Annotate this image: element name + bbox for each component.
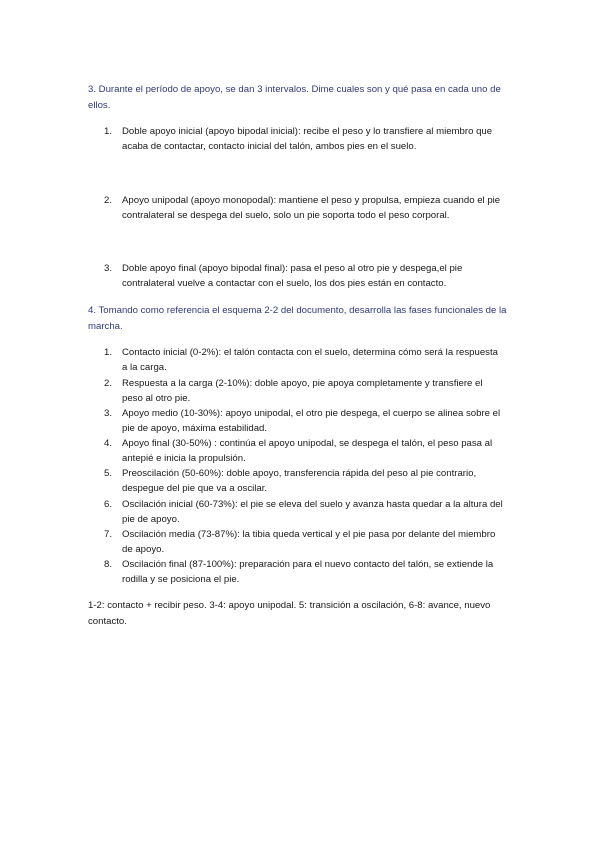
list-item bbox=[104, 557, 504, 587]
list-item-number: 8. bbox=[104, 559, 113, 570]
list-item-text: Preoscilación (50-60%): doble apoyo, transferencia rápida del peso al pie contrario, despegue del pie que va a oscilar. bbox=[122, 468, 477, 494]
list-item bbox=[104, 193, 504, 223]
list-item-text: Oscilación media (73-87%): la tibia queda vertical y el pie pasa por delante del miembro de apoyo. bbox=[122, 529, 496, 555]
list-item-number: 2. bbox=[104, 195, 113, 206]
list-item-number: 7. bbox=[104, 529, 113, 540]
list-item bbox=[104, 124, 504, 154]
list-item-text: Contacto inicial (0-2%): el talón contacta con el suelo, determina cómo será la respuesta a la carga. bbox=[122, 347, 498, 373]
list-item-number: 4. bbox=[104, 438, 113, 449]
list-item-text: Apoyo final (30-50%) : continúa el apoyo unipodal, se despega el talón, el peso pasa al antepié e inicia la propulsión. bbox=[122, 438, 493, 464]
list-item-text: Doble apoyo final (apoyo bipodal final): pasa el peso al otro pie y despega,el pie contralateral vuelve a contactar con el suelo, los dos pies están en contacto. bbox=[122, 263, 463, 289]
list-item-text: Apoyo unipodal (apoyo monopodal): mantiene el peso y propulsa, empieza cuando el pie contralateral se despega del suelo, solo un pie soporta todo el peso corporal. bbox=[122, 195, 501, 221]
list-item-number: 1. bbox=[104, 347, 113, 358]
summary-paragraph: 1-2: contacto + recibir peso. 3-4: apoyo unipodal. 5: transición a oscilación, 6-8: avance, nuevo contacto. bbox=[88, 600, 491, 627]
list-item bbox=[104, 497, 504, 527]
list-item-number: 3. bbox=[104, 263, 113, 274]
list-item bbox=[104, 527, 504, 557]
list-item-number: 2. bbox=[104, 378, 113, 389]
list-item-text: Respuesta a la carga (2-10%): doble apoyo, pie apoya completamente y transfiere el peso al otro pie. bbox=[122, 378, 483, 404]
list-item-text: Doble apoyo inicial (apoyo bipodal inicial): recibe el peso y lo transfiere al miembro que acaba de contactar, contacto inicial del talón, ambos pies en el suelo. bbox=[122, 126, 493, 152]
list-item-number: 5. bbox=[104, 468, 113, 479]
list-item-text: Oscilación inicial (60-73%): el pie se eleva del suelo y avanza hasta quedar a la altura del pie de apoyo. bbox=[122, 499, 503, 525]
list-item bbox=[104, 466, 504, 496]
list-item-number: 6. bbox=[104, 499, 113, 510]
list-item-text: Apoyo medio (10-30%): apoyo unipodal, el otro pie despega, el cuerpo se alinea sobre el pie de apoyo, máxima estabilidad. bbox=[122, 408, 501, 434]
list-item bbox=[104, 345, 504, 375]
list-item bbox=[104, 261, 504, 291]
list-item-number: 1. bbox=[104, 126, 113, 137]
list-item-text: Oscilación final (87-100%): preparación para el nuevo contacto del talón, se extiende la rodilla y se posiciona el pie. bbox=[122, 559, 494, 585]
question-4-heading: 4. Tomando como referencia el esquema 2-2 del documento, desarrolla las fases funcionales de la marcha. bbox=[88, 305, 507, 332]
list-item bbox=[104, 376, 504, 406]
question-3-heading: 3. Durante el período de apoyo, se dan 3 intervalos. Dime cuales son y qué pasa en cada uno de ellos. bbox=[88, 84, 501, 111]
list-item bbox=[104, 406, 504, 436]
list-item-number: 3. bbox=[104, 408, 113, 419]
list-item bbox=[104, 436, 504, 466]
